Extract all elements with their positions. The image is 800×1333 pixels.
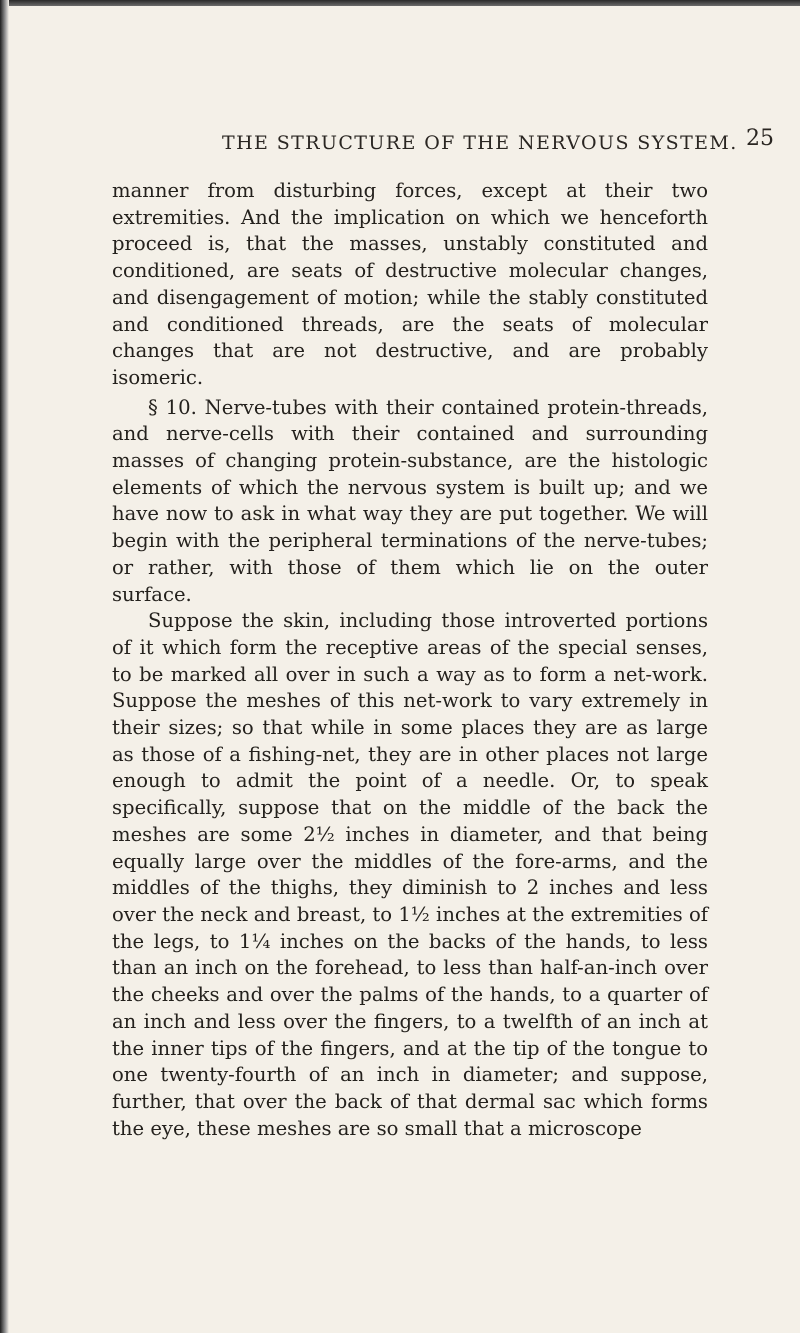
running-title: THE STRUCTURE OF THE NERVOUS SYSTEM. <box>222 132 738 154</box>
paragraph-1: manner from disturbing forces, except at their two extremities. And the implication on which we henceforth proceed is, that the masses, unstably constituted and conditioned, are seats of destructive molecular changes, and disengagement of motion; while the stably constituted and conditioned threads, are the seats of molecular changes that are not destructive, and are probably isomeric. <box>112 179 708 389</box>
paragraph-3: Suppose the skin, including those introverted portions of it which form the receptive areas of the special senses, to be marked all over in such a way as to form a net-work. Suppose the meshes of this net-work to vary extremely in their sizes; so that while in some places they are as large as those of a fishing-net, they are in other places not large enough to admit the point of a needle. Or, to speak specifically, suppose that on the middle of the back the meshes are some 2½ inches in diameter, and that being equally large over the middles of the fore-arms, and the middles of the thighs, they diminish to 2 inches and less over the neck and breast, to 1½ inches at the extremities of the legs, to 1¼ inches on the backs of the hands, to less than an inch on the forehead, to less than half-an-inch over the cheeks and over the palms of the hands, to a quarter of an inch and less over the fingers, to a twelfth of an inch at the inner tips of the fingers, and at the tip of the tongue to one twenty-fourth of an inch in diameter; and suppose, further, that over the back of that dermal sac which forms the eye, these meshes are so small that a microscope <box>112 609 708 1140</box>
page-top-edge <box>0 0 800 6</box>
page-binding-shadow <box>0 0 9 1333</box>
body-text <box>112 178 708 1142</box>
paragraph-2: § 10. Nerve-tubes with their contained protein-threads, and nerve-cells with their contained and surrounding masses of changing protein-substance, are the histologic elements of which the nervous system is built up; and we have now to ask in what way they are put together. We will begin with the peripheral terminations of the nerve-tubes; or rather, with those of them which lie on the outer surface. <box>112 395 708 606</box>
page-number: 25 <box>746 126 774 151</box>
